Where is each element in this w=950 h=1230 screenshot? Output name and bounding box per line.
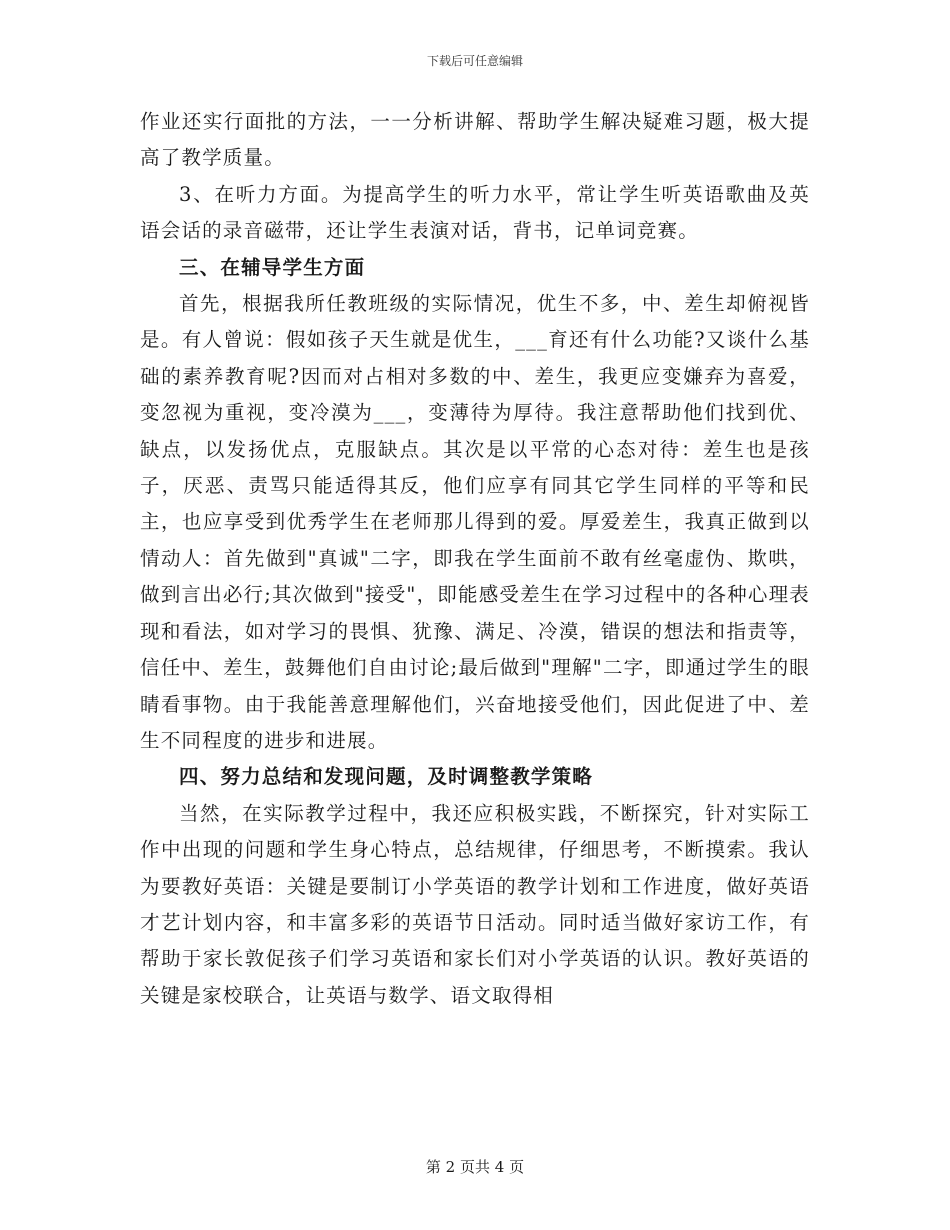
paragraph-strategy: 当然，在实际教学过程中，我还应积极实践，不断探究，针对实际工作中出现的问题和学生身心特点，总结规律，仔细思考，不断摸索。我认为要教好英语：关键是要制订小学英语的教学计划和工作进度，做好英语才艺计划内容，和丰富多彩的英语节日活动。同时适当做好家访工作，有帮助于家长敦促孩子们学习英语和家长们对小学英语的认识。教好英语的关键是家校联合，让英语与数学、语文取得相 (140, 801, 810, 1007)
section-heading-3: 三、在辅导学生方面 (179, 255, 366, 279)
page-footer: 第 2 页共 4 页 (425, 1158, 525, 1176)
page-header: 下载后可任意编辑 (426, 54, 523, 68)
paragraph-listening: 3、在听力方面。为提高学生的听力水平，常让学生听英语歌曲及英语会话的录音磁带，还让学生表演对话，背书，记单词竞赛。 (140, 182, 810, 243)
paragraph-continuation: 作业还实行面批的方法，一一分析讲解、帮助学生解决疑难习题，极大提高了教学质量。 (140, 110, 810, 170)
document-body (140, 104, 810, 1014)
section-heading-4: 四、努力总结和发现问题，及时调整教学策略 (179, 765, 594, 789)
paragraph-tutoring: 首先，根据我所任教班级的实际情况，优生不多，中、差生却俯视皆是。有人曾说：假如孩子天生就是优生，___育还有什么功能?又谈什么基础的素养教育呢?因而对占相对多数的中、差生，我更应变嫌弃为喜爱，变忽视为重视，变冷漠为___，变薄待为厚待。我注意帮助他们找到优、缺点，以发扬优点，克服缺点。其次是以平常的心态对待：差生也是孩子，厌恶、责骂只能适得其反，他们应享有同其它学生同样的平等和民主，也应享受到优秀学生在老师那儿得到的爱。厚爱差生，我真正做到以情动人：首先做到"真诚"二字，即我在学生面前不敢有丝毫虚伪、欺哄，做到言出必行;其次做到"接受"，即能感受差生在学习过程中的各种心理表现和看法，如对学习的畏惧、犹豫、满足、冷漠，错误的想法和指责等，信任中、差生，鼓舞他们自由讨论;最后做到"理解"二字，即通过学生的眼睛看事物。由于我能善意理解他们，兴奋地接受他们，因此促进了中、差生不同程度的进步和进展。 (140, 292, 810, 752)
